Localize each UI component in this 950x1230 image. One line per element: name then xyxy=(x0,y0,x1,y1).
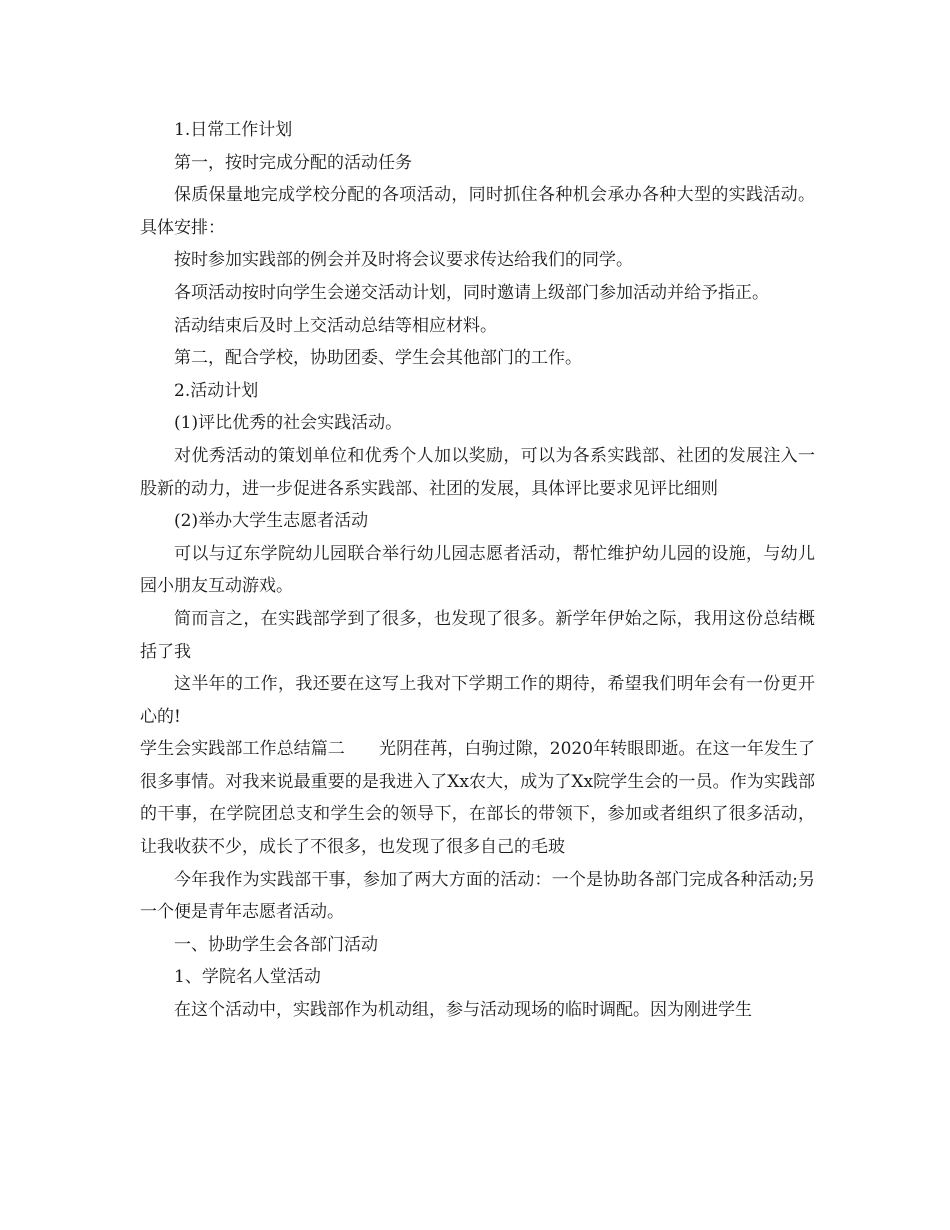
paragraph: (2)举办大学生志愿者活动 xyxy=(174,511,369,532)
paragraph: 今年我作为实践部干事，参加了两大方面的活动：一个是协助各部门完成各种活动;另一个便是青年志愿者活动。 xyxy=(140,869,815,923)
paragraph: 按时参加实践部的例会并及时将会议要求传达给我们的同学。 xyxy=(174,250,633,271)
paragraph: 2.活动计划 xyxy=(174,380,259,401)
paragraph: 这半年的工作，我还要在这写上我对下学期工作的期待，希望我们明年会有一份更开心的! xyxy=(140,674,815,727)
paragraph: 在这个活动中，实践部作为机动组，参与活动现场的临时调配。因为刚进学生 xyxy=(174,1000,752,1021)
paragraph: 一、协助学生会各部门活动 xyxy=(174,934,378,955)
paragraph: 简而言之，在实践部学到了很多，也发现了很多。新学年伊始之际，我用这份总结概括了我 xyxy=(140,608,815,662)
paragraph: (1)评比优秀的社会实践活动。 xyxy=(174,413,403,434)
paragraph: 活动结束后及时上交活动总结等相应材料。 xyxy=(174,315,497,336)
paragraph: 1、学院名人堂活动 xyxy=(174,967,321,988)
paragraph: 1.日常工作计划 xyxy=(174,120,293,140)
document-body xyxy=(140,114,815,1027)
section-heading-paragraph: 学生会实践部工作总结篇二 光阴荏苒，白驹过隙，2020年转眼即逝。在这一年发生了很多事情。对我来说最重要的是我进入了Xx农大，成为了Xx院学生会的一员。作为实践部的干事，在学院团总支和学生会的领导下，在部长的带领下，参加或者组织了很多活动，让我收获不少，成长了不很多，也发现了很多自己的毛玻 xyxy=(140,739,815,858)
paragraph: 第二，配合学校，协助团委、学生会其他部门的工作。 xyxy=(174,348,582,369)
paragraph: 可以与辽东学院幼儿园联合举行幼儿园志愿者活动，帮忙维护幼儿园的设施，与幼儿园小朋友互动游戏。 xyxy=(140,543,815,597)
paragraph: 第一，按时完成分配的活动任务 xyxy=(174,152,412,173)
paragraph: 对优秀活动的策划单位和优秀个人加以奖励，可以为各系实践部、社团的发展注入一股新的动力，进一步促进各系实践部、社团的发展，具体评比要求见评比细则 xyxy=(140,445,815,499)
paragraph: 各项活动按时向学生会递交活动计划，同时邀请上级部门参加活动并给予指正。 xyxy=(174,282,769,303)
paragraph: 保质保量地完成学校分配的各项活动，同时抓住各种机会承办各种大型的实践活动。具体安排： xyxy=(140,185,815,238)
